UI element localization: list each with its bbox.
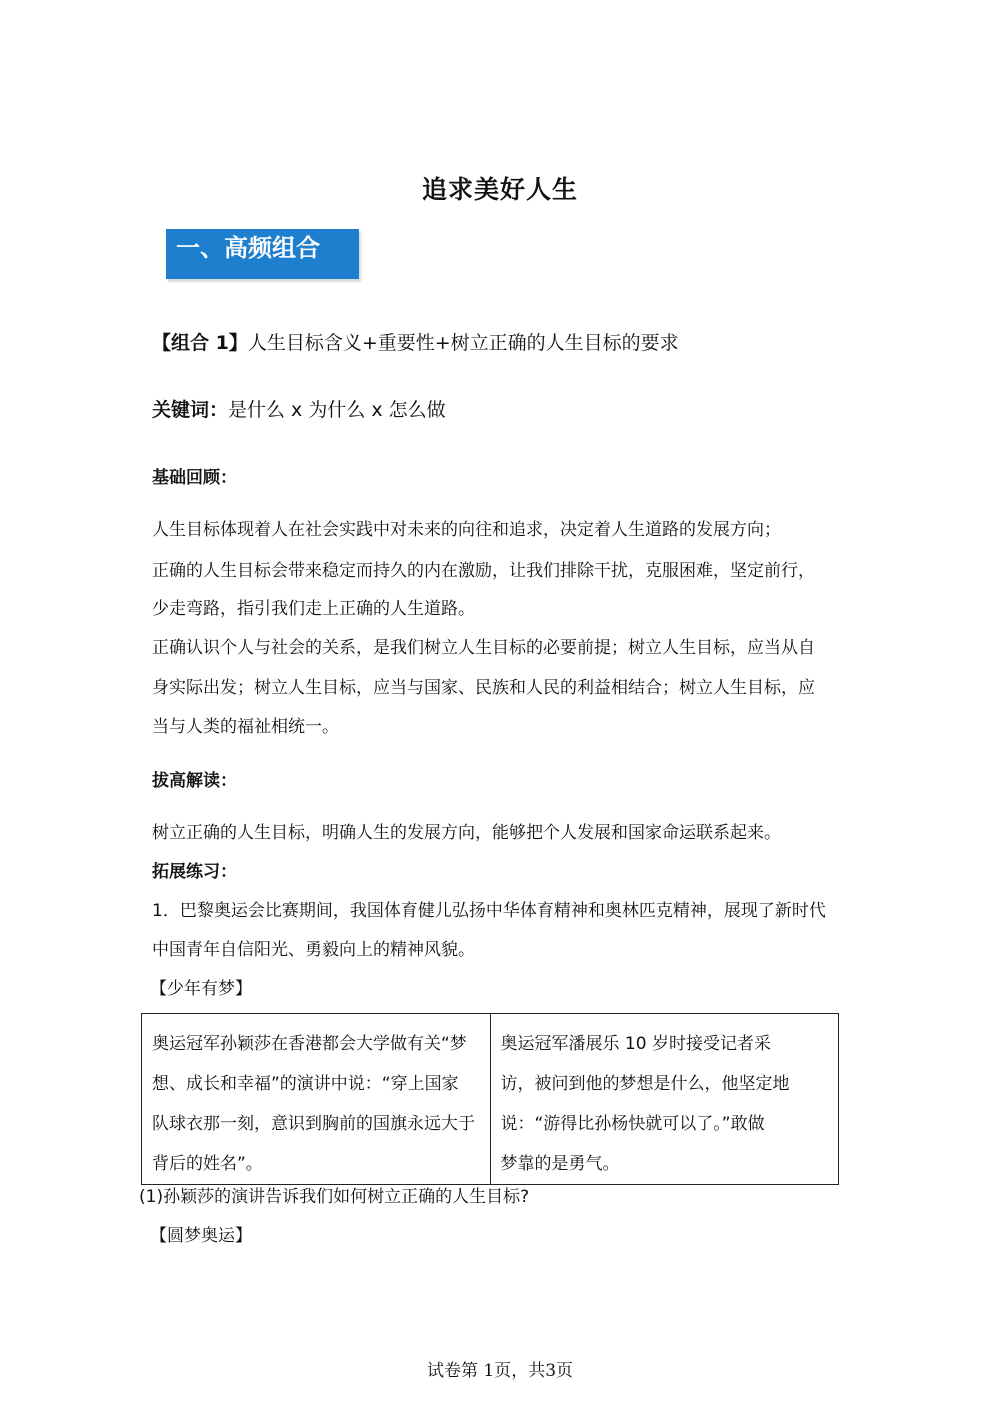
table-cell-left [142,1014,491,1185]
section-banner: 一、高频组合 [166,229,359,279]
question-line: 1．巴黎奥运会比赛期间，我国体育健儿弘扬中华体育精神和奥林匹克精神，展现了新时代 [152,901,826,921]
section-tag-olympics: 【圆梦奥运】 [150,1226,252,1246]
review-line: 少走弯路，指引我们走上正确的人生道路。 [152,599,475,619]
review-line: 正确的人生目标会带来稳定而持久的内在激励，让我们排除干扰，克服困难，坚定前行， [152,561,815,581]
advanced-text: 树立正确的人生目标，明确人生的发展方向，能够把个人发展和国家命运联系起来。 [152,823,781,843]
keywords-line [152,401,446,420]
keywords-text: 是什么 x 为什么 x 怎么做 [228,399,446,421]
keywords-label: 关键词： [152,399,229,421]
sub-question: (1)孙颖莎的演讲告诉我们如何树立正确的人生目标? [139,1187,530,1207]
basic-review-heading: 基础回顾： [152,468,237,488]
review-line: 身实际出发；树立人生目标，应当与国家、民族和人民的利益相结合；树立人生目标，应 [152,678,815,698]
practice-heading: 拓展练习： [152,862,237,882]
combo-prefix: 【组合 1】 [152,332,248,354]
table-text-line: 背后的姓名”。 [152,1154,263,1174]
section-tag-dream: 【少年有梦】 [150,979,252,999]
table-cell-right [490,1014,839,1185]
table-text-line: 说：“游得比孙杨快就可以了。”敢做 [500,1114,765,1134]
table-text-line: 想、成长和幸福”的演讲中说：“穿上国家 [152,1074,459,1094]
table-text-line: 访，被问到他的梦想是什么，他坚定地 [500,1074,790,1094]
table-text-line: 队球衣那一刻，意识到胸前的国旗永远大于 [152,1114,475,1134]
comparison-table [141,1013,839,1185]
combo-line [152,334,679,353]
page-footer: 试卷第 1页，共3页 [426,1361,574,1381]
advanced-heading: 拔高解读： [152,771,237,791]
review-line: 正确认识个人与社会的关系，是我们树立人生目标的必要前提；树立人生目标，应当从自 [152,638,815,658]
table-text-line: 梦靠的是勇气。 [500,1154,620,1174]
page-title: 追求美好人生 [421,175,578,204]
combo-text: 人生目标含义+重要性+树立正确的人生目标的要求 [247,332,679,354]
table-text-line: 奥运冠军潘展乐 10 岁时接受记者采 [500,1034,771,1054]
review-line: 当与人类的福祉相统一。 [152,717,339,737]
review-line: 人生目标体现着人在社会实践中对未来的向往和追求，决定着人生道路的发展方向； [152,520,781,540]
table-text-line: 奥运冠军孙颖莎在香港都会大学做有关“梦 [152,1034,467,1054]
question-line: 中国青年自信阳光、勇毅向上的精神风貌。 [152,940,475,960]
